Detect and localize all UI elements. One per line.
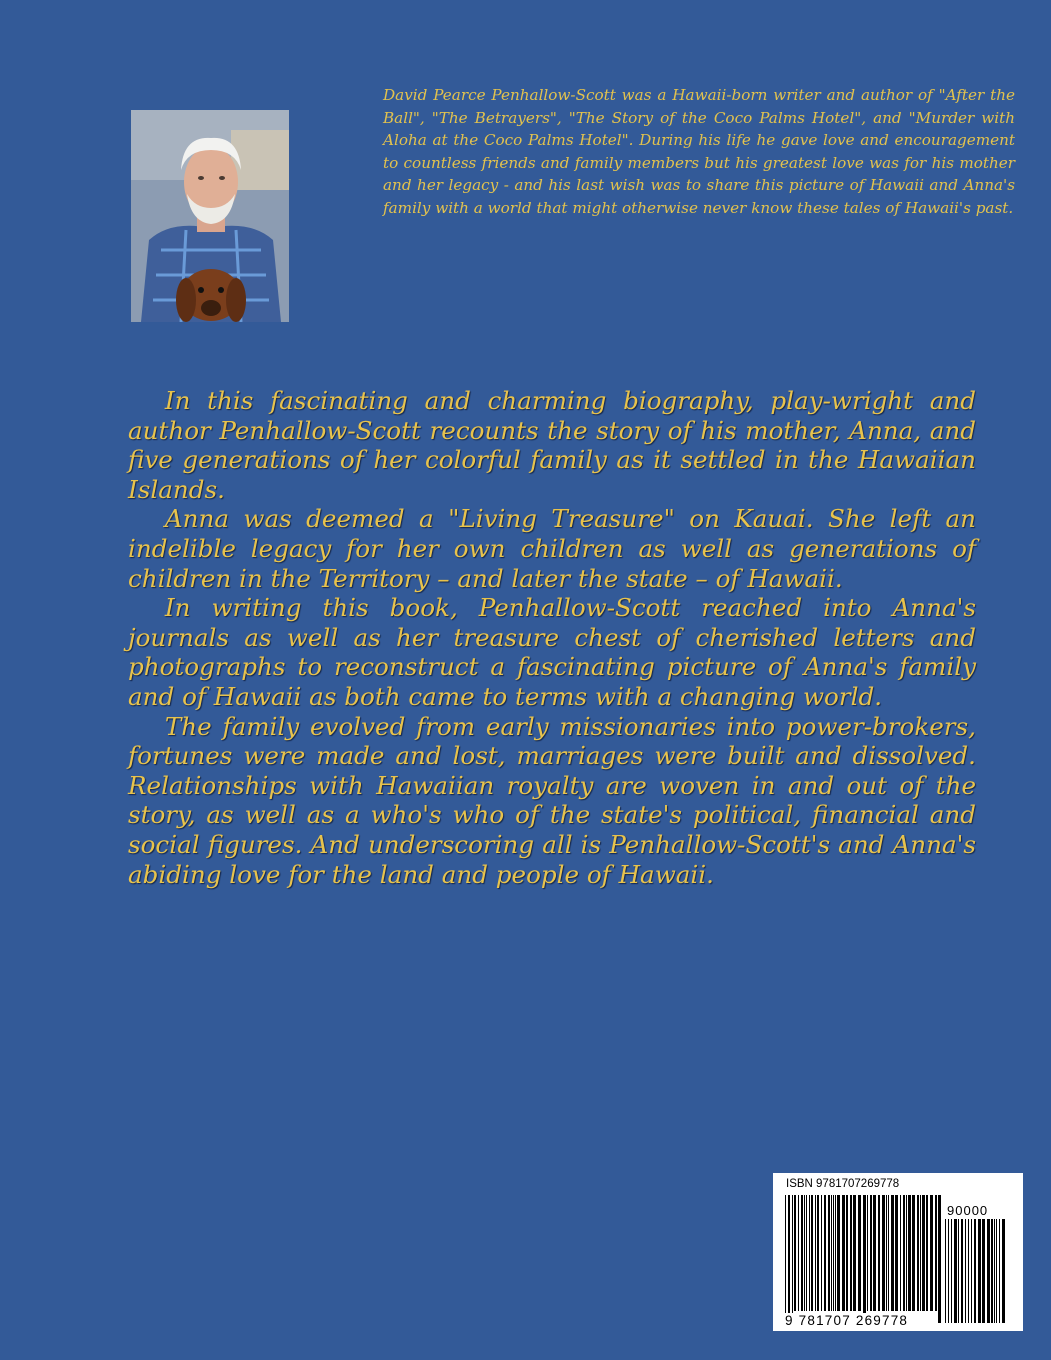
barcode-bar	[987, 1219, 990, 1323]
barcode-bar	[804, 1195, 805, 1311]
barcode-bar	[828, 1195, 830, 1311]
barcode-bar	[891, 1195, 894, 1311]
barcode-bar	[895, 1195, 898, 1311]
barcode-bar	[833, 1195, 834, 1311]
barcode-bar	[908, 1195, 911, 1311]
barcode-bar	[912, 1195, 915, 1311]
barcode-bar	[994, 1219, 995, 1323]
barcode-bar	[798, 1195, 799, 1311]
barcode-bar	[968, 1219, 969, 1323]
barcode-bar	[846, 1195, 848, 1311]
barcode-bar	[878, 1195, 880, 1311]
barcode-bar	[801, 1195, 803, 1311]
barcode-bar	[888, 1195, 889, 1311]
barcode-bar	[882, 1195, 885, 1311]
barcode-bar	[1002, 1219, 1005, 1323]
barcode-digits: 9 781707 269778	[785, 1313, 909, 1328]
barcode-bar	[991, 1219, 993, 1323]
author-bio: David Pearce Penhallow-Scott was a Hawaii-born writer and author of "After the Ball", "The Betrayers", "The Story of the Coco Palms Hotel", and "Murder with Aloha at the Coco Palms Hotel". During his life he gave love and encouragement to countless friends and family members but his greatest love was for his mother and her legacy - and his last wish was to share this picture of Hawaii and Anna's family with a world that might otherwise never know these tales of Hawaii's past.	[383, 86, 1015, 217]
barcode-bar	[850, 1195, 852, 1311]
barcode-bar	[961, 1219, 963, 1323]
barcode-bar	[978, 1219, 981, 1323]
barcode-bar	[999, 1219, 1000, 1323]
barcode-bar	[873, 1195, 876, 1311]
barcode-bar	[971, 1219, 972, 1323]
barcode-bar	[886, 1195, 887, 1311]
barcode-bar	[821, 1195, 822, 1311]
barcode-bar	[837, 1195, 840, 1311]
barcode-bar	[831, 1195, 832, 1311]
barcode-bar	[965, 1219, 966, 1323]
description-paragraph-3: In writing this book, Penhallow-Scott reached into Anna's journals as well as her treasure chest of cherished letters and photographs to reconstruct a fascinating picture of Anna's family and of Hawaii as both came to terms with a changing world.	[128, 593, 976, 711]
barcode-bar	[903, 1195, 905, 1311]
barcode-bar	[809, 1195, 810, 1311]
barcode-bar	[951, 1219, 952, 1323]
addon-barcode-bars	[945, 1219, 1009, 1323]
barcode-bar	[815, 1195, 816, 1311]
author-photo	[131, 110, 289, 322]
barcode-bar	[917, 1195, 919, 1311]
price-code: 90000	[947, 1203, 989, 1218]
barcode-bar	[996, 1219, 997, 1323]
barcode-bar	[806, 1195, 807, 1311]
barcode-bar	[863, 1195, 866, 1323]
barcode-bar	[811, 1195, 813, 1311]
barcode-bar	[788, 1195, 790, 1323]
barcode-bar	[824, 1195, 826, 1311]
description-paragraph-1: In this fascinating and charming biography, play-wright and author Penhallow-Scott recounts the story of his mother, Anna, and five generations of her colorful family as it settled in the Hawaiian Islands.	[128, 386, 976, 504]
barcode-bar	[938, 1195, 941, 1323]
barcode-bar	[867, 1195, 868, 1311]
barcode-bar	[926, 1195, 928, 1311]
barcode-bar	[900, 1195, 901, 1311]
barcode-bar	[948, 1219, 949, 1323]
barcode-bar	[785, 1195, 786, 1323]
barcode-bar	[974, 1219, 976, 1323]
barcode-bar	[982, 1219, 985, 1323]
barcode-bar	[958, 1219, 959, 1323]
description-paragraph-2: Anna was deemed a "Living Treasure" on Kauai. She left an indelible legacy for her own children as well as generations of children in the Territory – and later the state – of Hawaii.	[128, 504, 976, 593]
barcode-bar	[930, 1195, 933, 1311]
barcode-bar	[922, 1195, 925, 1311]
barcode-bar	[935, 1195, 937, 1311]
barcode-bar	[954, 1219, 957, 1323]
barcode-bar	[792, 1195, 793, 1323]
isbn-barcode	[773, 1173, 1023, 1331]
barcode-bar	[842, 1195, 845, 1311]
barcode-bars	[785, 1195, 941, 1323]
barcode-bar	[906, 1195, 907, 1311]
book-description	[128, 386, 976, 889]
isbn-label: ISBN 9781707269778	[786, 1178, 900, 1190]
barcode-bar	[858, 1195, 861, 1311]
barcode-bar	[794, 1195, 796, 1311]
barcode-bar	[870, 1195, 872, 1311]
barcode-bar	[945, 1219, 946, 1323]
barcode-bar	[817, 1195, 819, 1311]
barcode-bar	[853, 1195, 856, 1311]
barcode-bar	[835, 1195, 836, 1311]
description-paragraph-4: The family evolved from early missionaries into power-brokers, fortunes were made and lost, marriages were built and dissolved. Relationships with Hawaiian royalty are woven in and out of the story, as well as a who's who of the state's political, financial and social figures. And underscoring all is Penhallow-Scott's and Anna's abiding love for the land and people of Hawaii.	[128, 711, 976, 889]
barcode-bar	[920, 1195, 921, 1311]
